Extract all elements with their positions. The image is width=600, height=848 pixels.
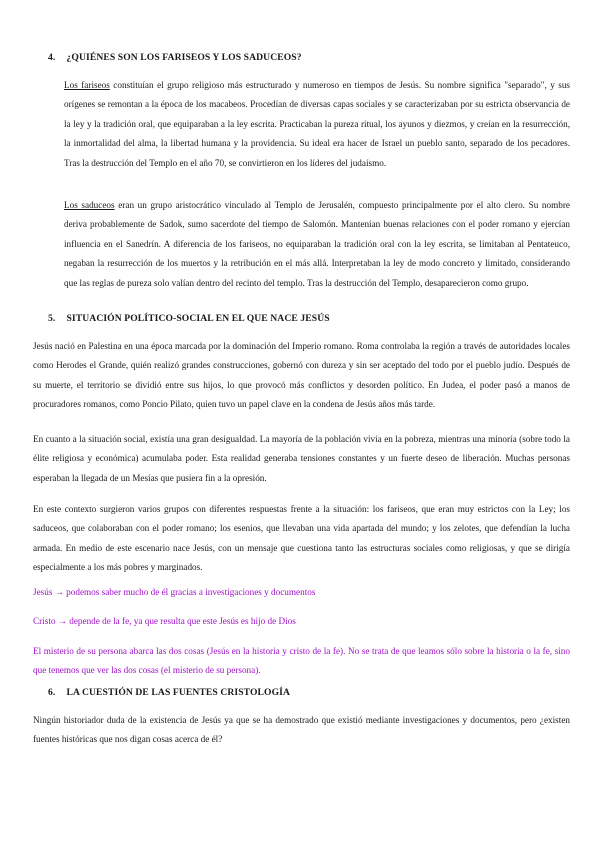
section-number: 5. [48, 313, 56, 324]
note-cristo: Cristo → depende de la fe, ya que resulta que este Jesús es hijo de Dios [33, 616, 296, 626]
section-title: ¿QUIÉNES SON LOS FARISEOS Y LOS SADUCEOS? [66, 52, 302, 63]
section-6-heading [48, 687, 290, 698]
section-number: 4. [48, 52, 56, 63]
section-title: SITUACIÓN POLÍTICO-SOCIAL EN EL QUE NACE JESÚS [66, 313, 330, 324]
term-fariseos: Los fariseos [64, 80, 110, 90]
section-5-heading [48, 313, 330, 324]
section-number: 6. [48, 687, 56, 698]
paragraph-saduceos [64, 196, 570, 293]
paragraph-fuentes: Ningún historiador duda de la existencia de Jesús ya que se ha demostrado que existió mediante investigaciones y documentos, pero ¿existen fuentes históricas que nos digan cosas acerca de él? [33, 715, 570, 745]
paragraph-text: constituían el grupo religioso más estructurado y numeroso en tiempos de Jesús. Su nombre significa "separado", y sus orígenes se remontan a la época de los macabeos. Procedían de diversas capas sociales y se caracterizaban por su estricta observancia de la ley y la tradición oral, que equiparaban a la ley escrita. Practicaban la pureza ritual, los ayunos y diezmos, y creían en la resurrección, la inmortalidad del alma, la libertad humana y la providencia. Su ideal era hacer de Israel un pueblo santo, separado de los pecadores. Tras la destrucción del Templo en el año 70, se convirtieron en los líderes del judaísmo. [64, 80, 571, 168]
term-saduceos: Los saduceos [64, 200, 115, 210]
section-title: LA CUESTIÓN DE LAS FUENTES CRISTOLOGÍA [66, 687, 291, 698]
paragraph-situacion-social: En cuanto a la situación social, existía una gran desigualdad. La mayoría de la población vivía en la pobreza, mientras una minoría (sobre todo la élite religiosa y económica) acumulaba poder. Esta realidad generaba tensiones constantes y un fuerte deseo de liberación. Muchas personas esperaban la llegada de un Mesías que pusiera fin a la opresión. [33, 434, 570, 483]
section-4-heading [48, 52, 302, 63]
paragraph-text: eran un grupo aristocrático vinculado al Templo de Jerusalén, compuesto principalmente por el alto clero. Su nombre deriva probablemente de Sadok, sumo sacerdote del tiempo de Salomón. Mantenían buenas relaciones con el poder romano y ejercían influencia en el Sanedrín. A diferencia de los fariseos, no equiparaban la tradición oral con la ley escrita, se limitaban al Pentateuco, negaban la resurrección de los muertos y la retribución en el más allá. Interpretaban la ley de modo concreto y limitado, considerando que las reglas de pureza solo valían dentro del recinto del templo. Tras la destrucción del Templo, desaparecieron como grupo. [64, 200, 570, 288]
paragraph-jesus-nacio: Jesús nació en Palestina en una época marcada por la dominación del Imperio romano. Roma controlaba la región a través de autoridades locales como Herodes el Grande, quién realizó grandes construcciones, gobernó con dureza y sin ser aceptado del todo por el pueblo judío. Después de su muerte, el territorio se dividió entre sus hijos, lo que provocó más conflictos y desorden político. En Judea, el poder pasó a manos de procuradores romanos, como Poncio Pilato, quien tuvo un papel clave en la condena de Jesús años más tarde. [33, 341, 570, 410]
note-jesus: Jesús → podemos saber mucho de él gracias a investigaciones y documentos [33, 587, 316, 597]
paragraph-fariseos [64, 76, 570, 173]
paragraph-contexto-grupos: En este contexto surgieron varios grupos con diferentes respuestas frente a la situación: los fariseos, que eran muy estrictos con la Ley; los saduceos, que colaboraban con el poder romano; los esenios, que llevaban una vida apartada del mundo; y los zelotes, que defendían la lucha armada. En medio de este escenario nace Jesús, con un mensaje que cuestiona tanto las estructuras sociales como religiosas, y que se dirigía especialmente a los más pobres y marginados. [33, 504, 570, 573]
note-misterio: El misterio de su persona abarca las dos cosas (Jesús en la historia y cristo de la fe). No se trata de que leamos sólo sobre la historia o la fe, sino que tenemos que ver las dos cosas (el misterio de su persona). [33, 646, 570, 676]
